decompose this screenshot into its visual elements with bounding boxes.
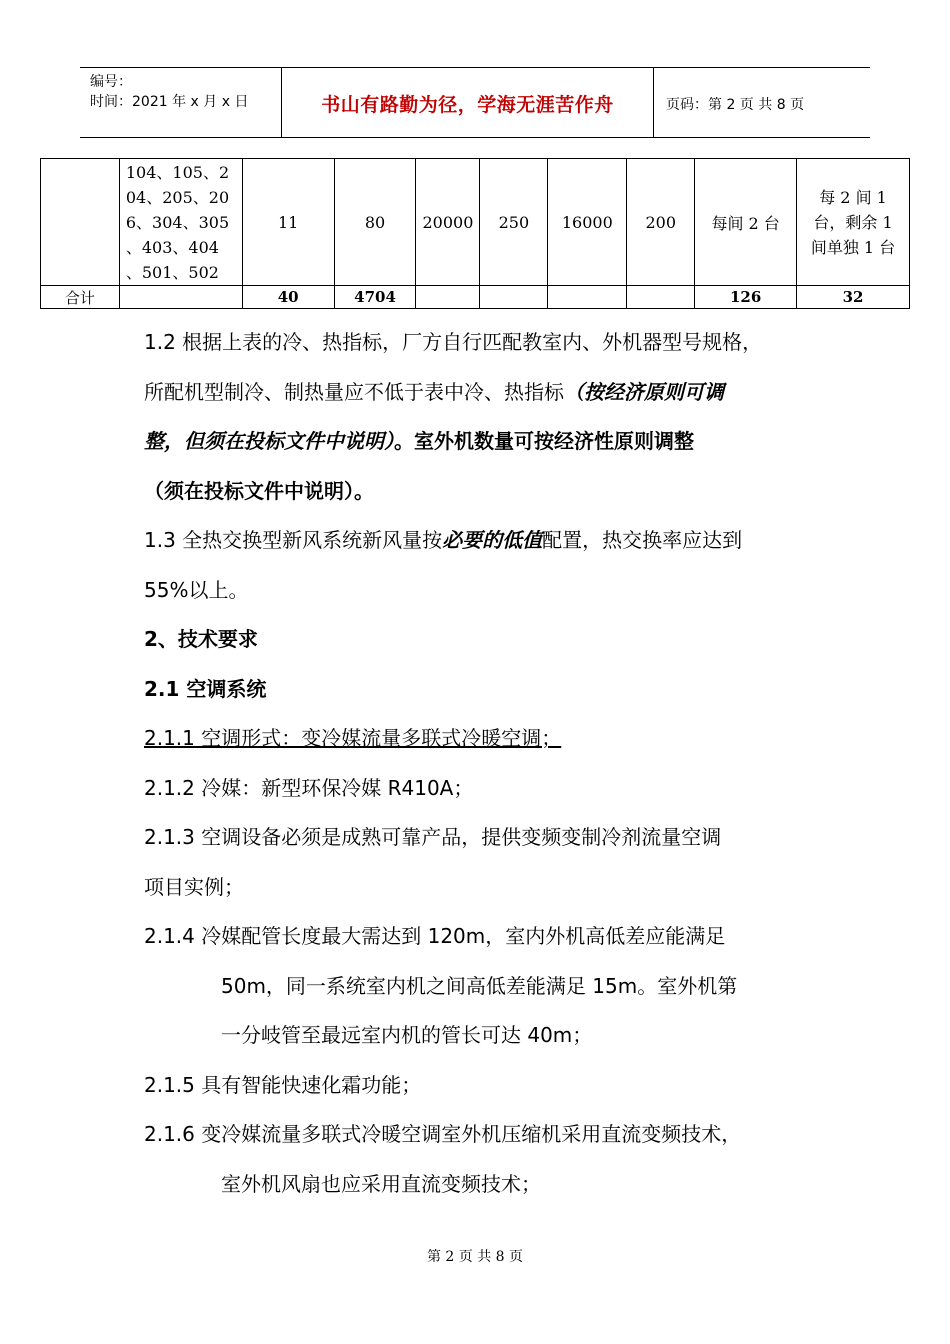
table-cell bbox=[41, 159, 120, 286]
table-cell: 250 bbox=[480, 159, 548, 286]
page-footer: 第 2 页 共 8 页 bbox=[426, 1249, 524, 1265]
table-cell bbox=[480, 286, 548, 309]
total-cell: 4704 bbox=[334, 286, 416, 309]
table-cell: 16000 bbox=[548, 159, 627, 286]
table-cell: 200 bbox=[627, 159, 695, 286]
room-list-line: 104、105、2 bbox=[125, 162, 230, 182]
item-2-1-4-line: 2.1.4 冷媒配管长度最大需达到 120m，室内外机高低差应能满足 bbox=[144, 924, 726, 948]
total-cell: 126 bbox=[695, 286, 797, 309]
item-2-1-5: 2.1.5 具有智能快速化霜功能； bbox=[144, 1072, 422, 1097]
paragraph-1-3-line: 55%以上。 bbox=[144, 577, 249, 602]
paragraph-1-3-line bbox=[144, 516, 824, 566]
document-body bbox=[144, 318, 824, 1209]
text-run: 1.3 全热交换型新风系统新风量按 bbox=[144, 528, 443, 552]
paragraph-1-2-line: （须在投标文件中说明）。 bbox=[144, 478, 374, 503]
paragraph-1-2-line bbox=[144, 417, 824, 467]
note-line: 间单独 1 台 bbox=[810, 237, 896, 257]
table-cell bbox=[416, 286, 480, 309]
header-page-label: 页码：第 2 页 共 8 页 bbox=[666, 97, 805, 113]
document-header bbox=[80, 67, 870, 138]
text-run: 配置，热交换率应达到 bbox=[542, 528, 743, 552]
note-line: 每 2 间 1 bbox=[819, 187, 887, 207]
subsection-heading: 2.1 空调系统 bbox=[144, 676, 267, 701]
table-total-row bbox=[41, 286, 910, 309]
item-2-1-3-line: 2.1.3 空调设备必须是成熟可靠产品，提供变频变制冷剂流量空调 bbox=[144, 825, 722, 849]
doc-time-label: 时间：2021 年 x 月 x 日 bbox=[90, 94, 249, 110]
table-cell: 11 bbox=[242, 159, 334, 286]
section-heading: 2、技术要求 bbox=[144, 627, 258, 651]
note-cell bbox=[797, 159, 910, 286]
item-2-1-2: 2.1.2 冷媒：新型环保冷媒 R410A； bbox=[144, 775, 474, 800]
item-2-1-4-line: 50m，同一系统室内机之间高低差能满足 15m。室外机第 bbox=[221, 973, 738, 998]
emphasis-run: （按经济原则可调 bbox=[564, 379, 724, 404]
table-cell: 80 bbox=[334, 159, 416, 286]
text-run: 所配机型制冷、制热量应不低于表中冷、热指标 bbox=[144, 379, 564, 404]
room-list-cell bbox=[119, 159, 242, 286]
total-cell: 40 bbox=[242, 286, 334, 309]
table-cell bbox=[627, 286, 695, 309]
table-cell: 20000 bbox=[416, 159, 480, 286]
room-list-line: 04、205、20 bbox=[125, 187, 230, 207]
bold-run: 。室外机数量可按经济性原则调整 bbox=[394, 429, 694, 453]
header-meta bbox=[90, 72, 248, 112]
paragraph-1-2-line bbox=[144, 368, 824, 418]
item-2-1-6-line: 室外机风扇也应采用直流变频技术； bbox=[221, 1171, 541, 1196]
table-cell: 每间 2 台 bbox=[695, 159, 797, 286]
item-2-1-3-line: 项目实例； bbox=[144, 874, 244, 899]
room-list-line: 6、304、305 bbox=[125, 212, 230, 232]
doc-number-label: 编号： bbox=[90, 74, 132, 90]
emphasis-run: 必要的低值 bbox=[442, 528, 543, 552]
item-2-1-4-line: 一分岐管至最远室内机的管长可达 40m； bbox=[221, 1023, 593, 1047]
spec-table bbox=[40, 158, 910, 309]
table-row bbox=[41, 159, 910, 286]
header-motto: 书山有路勤为径，学海无涯苦作舟 bbox=[321, 94, 614, 116]
item-2-1-6-line: 2.1.6 变冷媒流量多联式冷暖空调室外机压缩机采用直流变频技术， bbox=[144, 1122, 742, 1146]
total-label: 合计 bbox=[41, 286, 120, 309]
table-cell bbox=[119, 286, 242, 309]
item-2-1-1 bbox=[144, 714, 824, 764]
paragraph-1-2-line: 1.2 根据上表的冷、热指标，厂方自行匹配教室内、外机器型号规格， bbox=[144, 330, 763, 354]
total-cell: 32 bbox=[797, 286, 910, 309]
underlined-run: 2.1.1 空调形式：变冷媒流量多联式冷暖空调； bbox=[144, 726, 562, 750]
room-list-line: 、501、502 bbox=[125, 262, 219, 282]
room-list-line: 、403、404 bbox=[125, 237, 219, 257]
header-divider bbox=[653, 68, 654, 137]
table-cell bbox=[548, 286, 627, 309]
emphasis-run: 整，但须在投标文件中说明） bbox=[144, 429, 394, 453]
note-line: 台，剩余 1 bbox=[813, 212, 893, 232]
